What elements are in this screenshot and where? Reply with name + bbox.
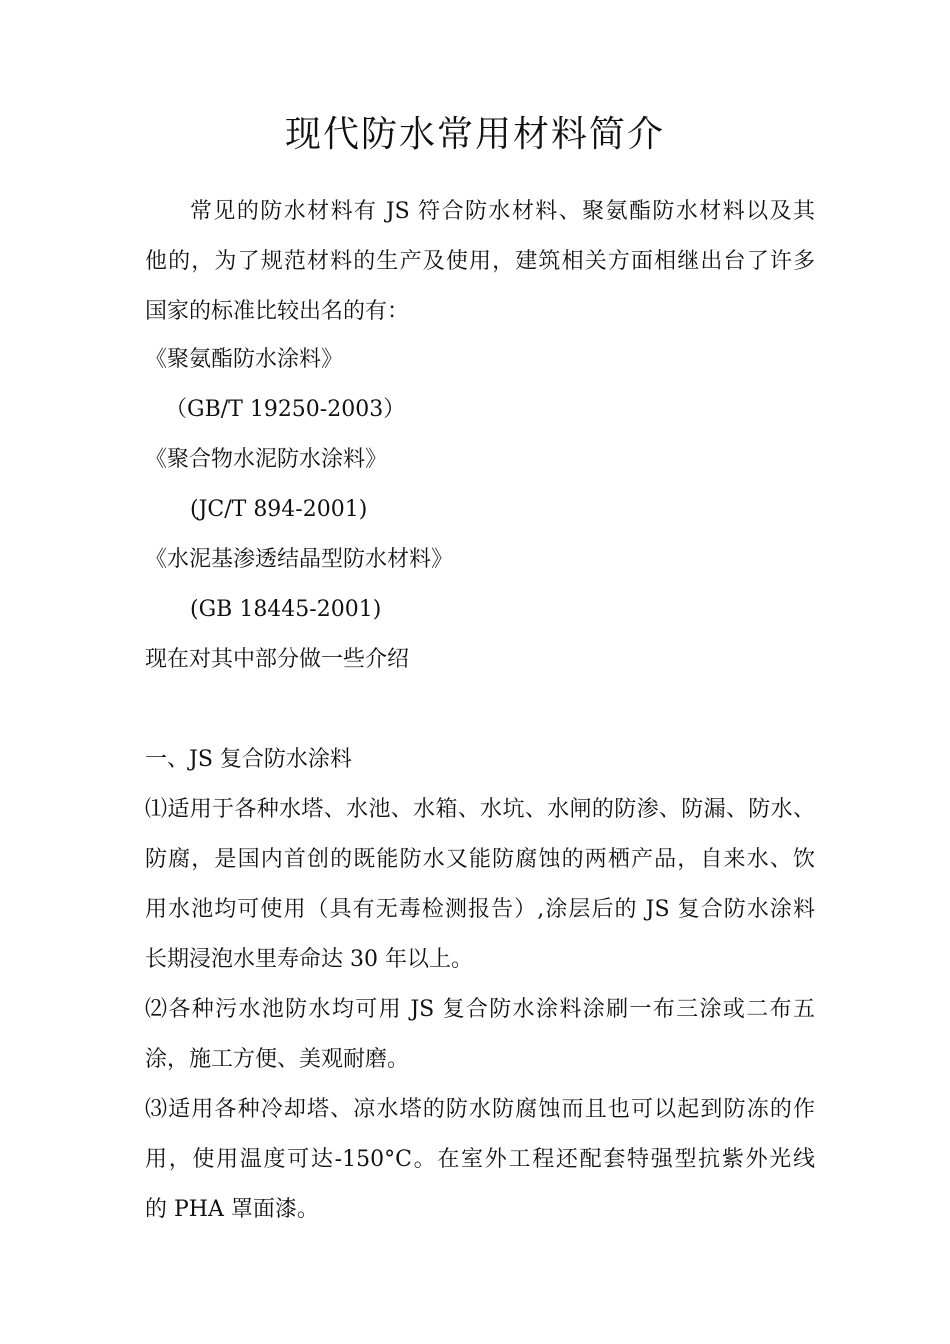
- section-heading: 一、JS 复合防水涂料: [145, 747, 352, 772]
- standard-code: （GB/T 19250-2003）: [165, 397, 406, 422]
- paragraph-line: 用，使用温度可达-150°C。在室外工程还配套特强型抗紫外光线: [145, 1147, 815, 1172]
- intro-line: 常见的防水材料有 JS 符合防水材料、聚氨酯防水材料以及其: [190, 199, 815, 224]
- page-title: 现代防水常用材料简介: [284, 114, 665, 155]
- standard-name: 《水泥基渗透结晶型防水材料》: [145, 547, 454, 572]
- paragraph-line: 防腐，是国内首创的既能防水又能防腐蚀的两栖产品，自来水、饮: [145, 847, 815, 872]
- standard-name: 《聚合物水泥防水涂料》: [145, 447, 388, 472]
- intro-line: 国家的标准比较出名的有：: [145, 299, 410, 324]
- transition-text: 现在对其中部分做一些介绍: [145, 647, 410, 672]
- standard-code: (JC/T 894-2001): [190, 497, 368, 522]
- intro-line: 他的，为了规范材料的生产及使用，建筑相关方面相继出台了许多: [145, 249, 815, 274]
- paragraph-line: ⑶适用各种冷却塔、凉水塔的防水防腐蚀而且也可以起到防冻的作: [145, 1097, 815, 1122]
- standard-name: 《聚氨酯防水涂料》: [145, 347, 344, 372]
- paragraph-line: 用水池均可使用（具有无毒检测报告）,涂层后的 JS 复合防水涂料: [145, 897, 815, 922]
- paragraph-line: 长期浸泡水里寿命达 30 年以上。: [145, 947, 473, 972]
- paragraph-line: 的 PHA 罩面漆。: [145, 1197, 319, 1222]
- paragraph-line: ⑴适用于各种水塔、水池、水箱、水坑、水闸的防渗、防漏、防水、: [145, 797, 815, 822]
- standard-code: (GB 18445-2001): [190, 597, 382, 622]
- paragraph-line: ⑵各种污水池防水均可用 JS 复合防水涂料涂刷一布三涂或二布五: [145, 997, 815, 1022]
- paragraph-line: 涂，施工方便、美观耐磨。: [145, 1047, 410, 1072]
